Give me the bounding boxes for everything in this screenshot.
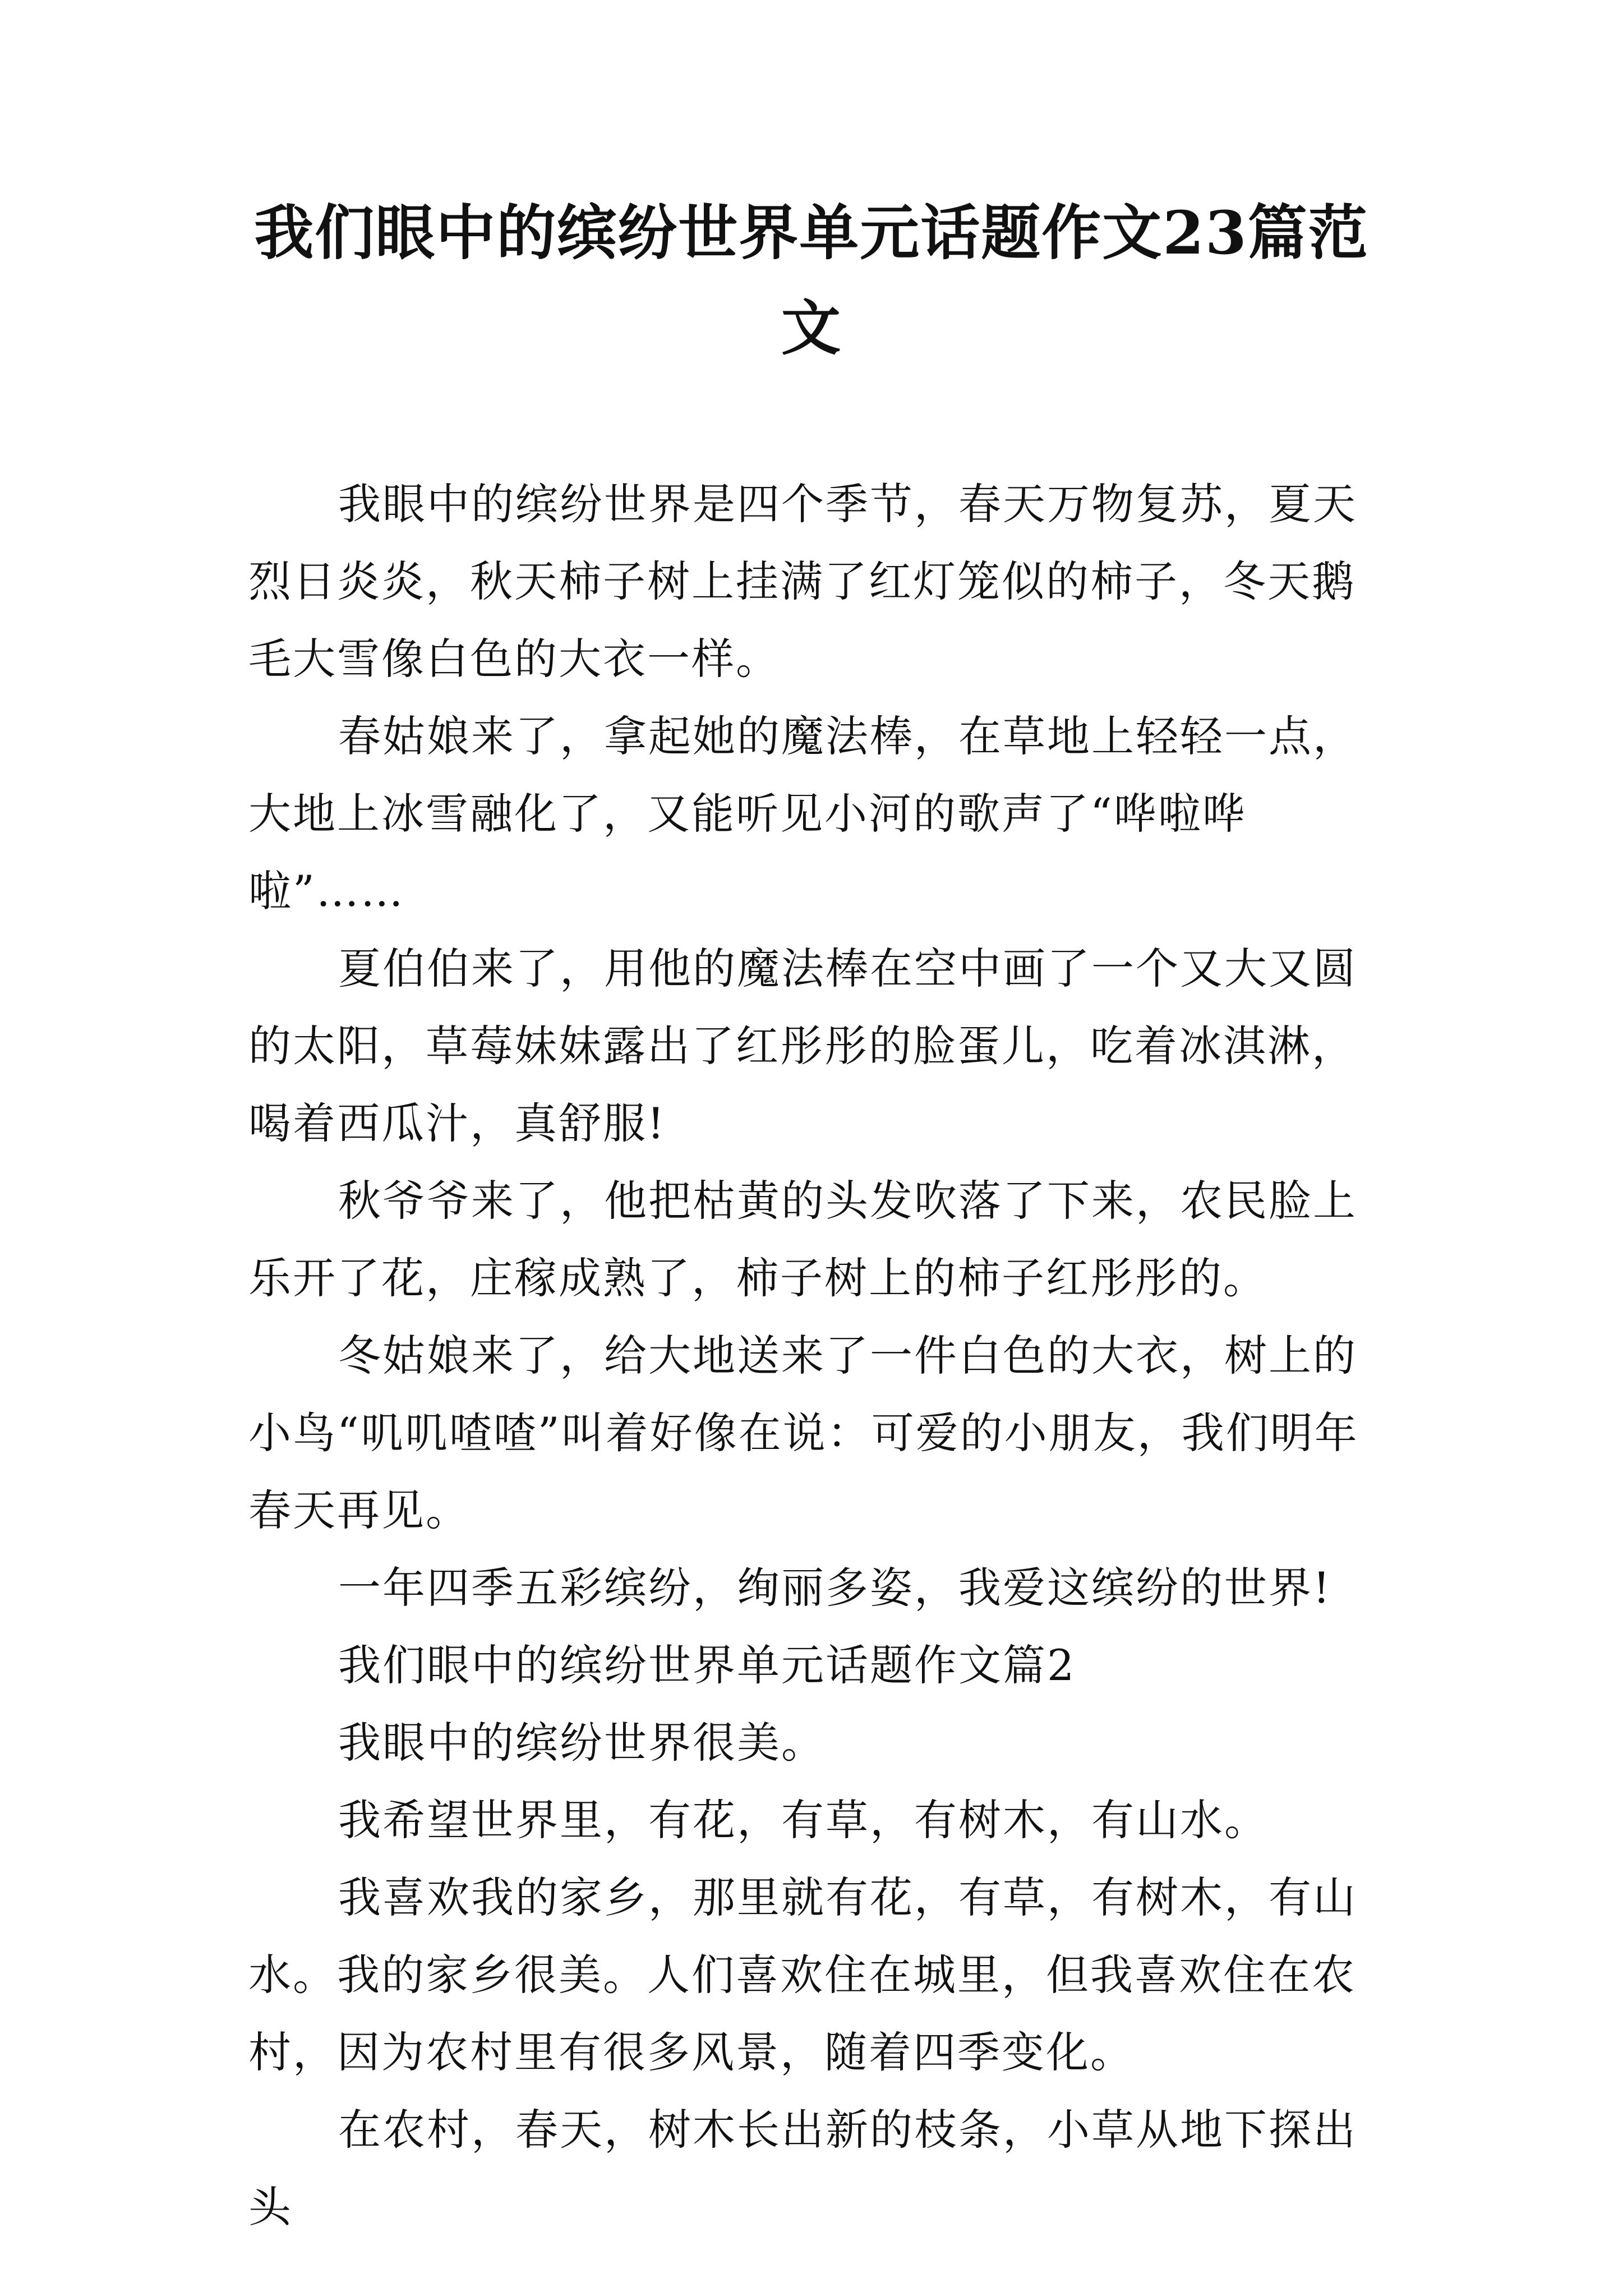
paragraph: 春姑娘来了，拿起她的魔法棒，在草地上轻轻一点，大地上冰雪融化了，又能听见小河的歌声了“哗啦哗啦”……: [248, 711, 1357, 916]
paragraph: 秋爷爷来了，他把枯黄的头发吹落了下来，农民脸上乐开了花，庄稼成熟了，柿子树上的柿子红彤彤的。: [248, 1176, 1357, 1303]
paragraph: 我眼中的缤纷世界很美。: [338, 1718, 826, 1768]
document-body: [248, 466, 1381, 2246]
paragraph: 我希望世界里，有花，有草，有树木，有山水。: [338, 1795, 1269, 1845]
paragraph: 一年四季五彩缤纷，绚丽多姿，我爱这缤纷的世界!: [338, 1563, 1332, 1613]
paragraph: 冬姑娘来了，给大地送来了一件白色的大衣，树上的小鸟“叽叽喳喳”叫着好像在说：可爱的小朋友，我们明年春天再见。: [248, 1331, 1359, 1535]
paragraph: 我喜欢我的家乡，那里就有花，有草，有树木，有山水。我的家乡很美。人们喜欢住在城里，但我喜欢住在农村，因为农村里有很多风景，随着四季变化。: [248, 1872, 1357, 2077]
section-heading: 我们眼中的缤纷世界单元话题作文篇2: [338, 1640, 1076, 1690]
paragraph: 在农村，春天，树木长出新的枝条，小草从地下探出头: [248, 2105, 1357, 2232]
paragraph: 夏伯伯来了，用他的魔法棒在空中画了一个又大又圆的太阳，草莓妹妹露出了红彤彤的脸蛋儿，吃着冰淇淋，喝着西瓜汁，真舒服!: [248, 944, 1357, 1148]
paragraph: 我眼中的缤纷世界是四个季节，春天万物复苏，夏天烈日炎炎，秋天柿子树上挂满了红灯笼似的柿子，冬天鹅毛大雪像白色的大衣一样。: [248, 479, 1357, 684]
document-title: 我们眼中的缤纷世界单元话题作文23篇范文: [254, 197, 1369, 363]
